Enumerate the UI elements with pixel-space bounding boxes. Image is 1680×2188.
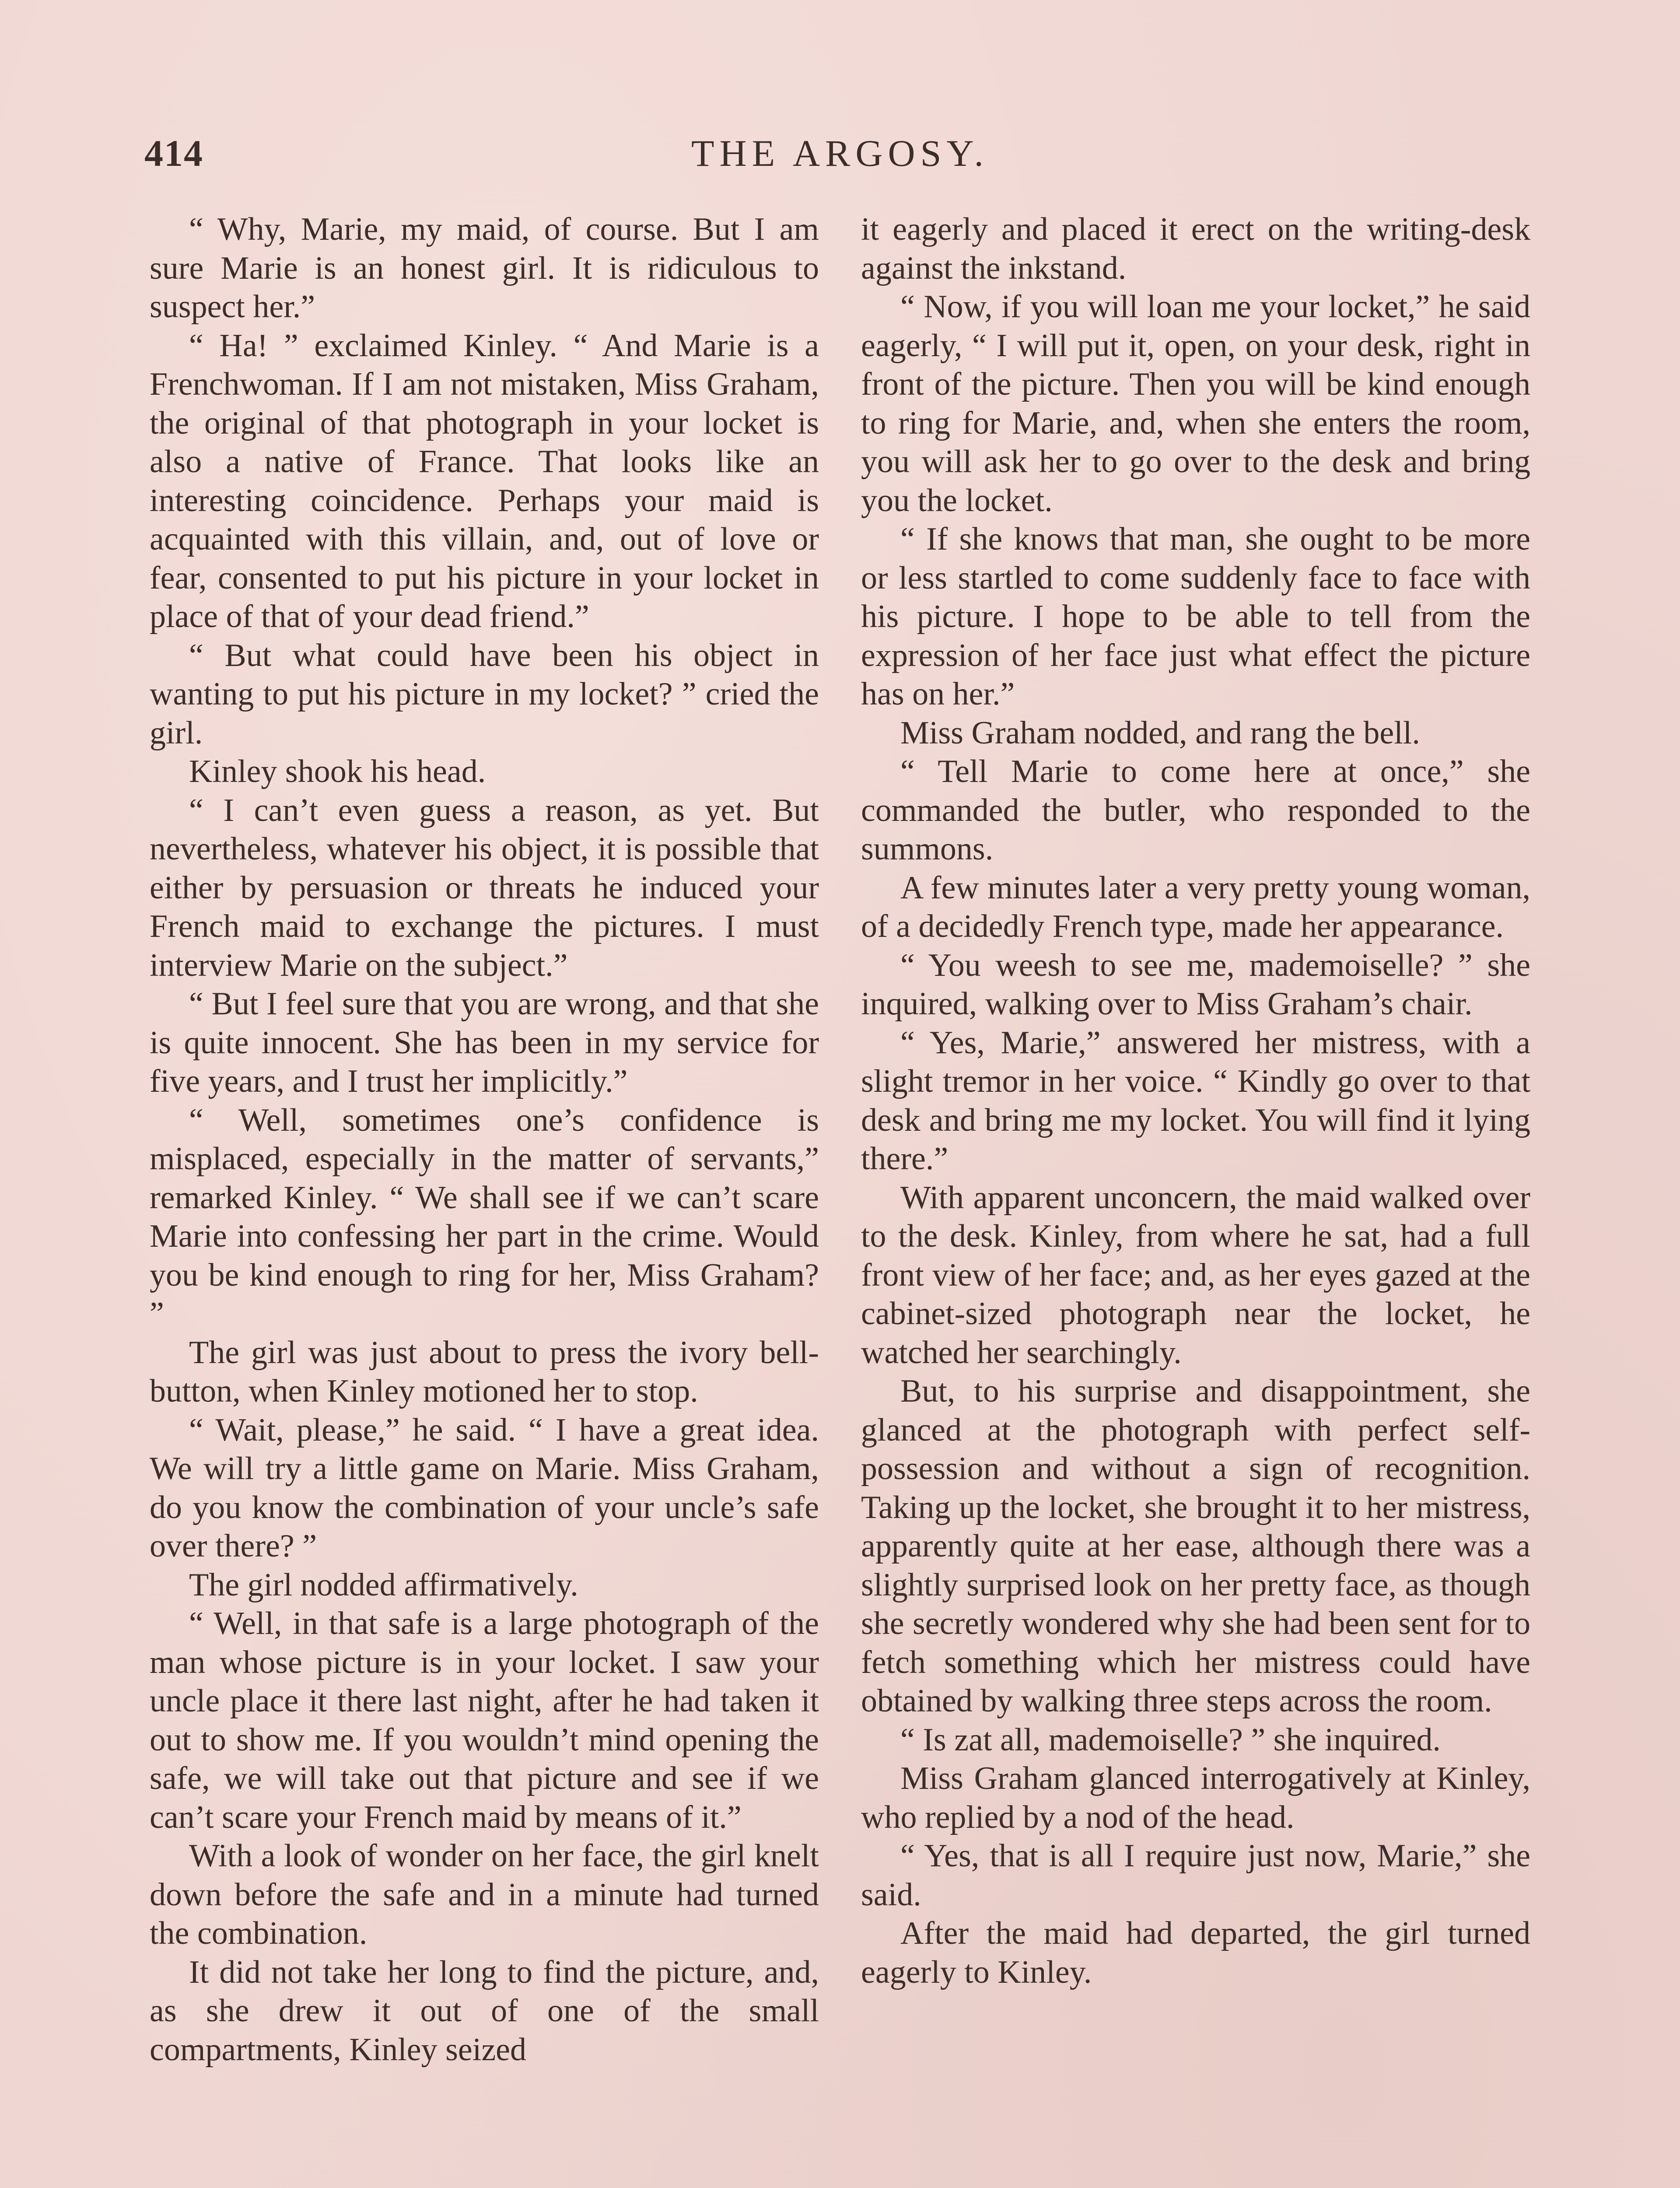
paragraph: “ You weesh to see me, mademoiselle? ” she inquired, walking over to Miss Graham’s chair. (861, 947, 1530, 1022)
paragraph: But, to his surprise and disappointment, she glanced at the photograph with perfect self-possession and without a sign of recognition. Taking up the locket, she brought it to her mistress, apparently quite at her ease, although there was a slightly surprised look on her pretty face, as though she secretly wondered why she had been sent for to fetch something which her mistress could have obtained by walking three steps across the room. (861, 1373, 1530, 1719)
paragraph: After the maid had departed, the girl turned eagerly to Kinley. (861, 1915, 1530, 1990)
paragraph: “ Tell Marie to come here at once,” she commanded the butler, who responded to the summons. (861, 754, 1530, 867)
paragraph: “ If she knows that man, she ought to be more or less startled to come suddenly face to face with his picture. I hope to be able to tell from the expression of her face just what effect the picture has on her.” (861, 521, 1530, 712)
left-column (150, 210, 819, 2069)
page-header (144, 131, 1536, 179)
paragraph: With apparent unconcern, the maid walked over to the desk. Kinley, from where he sat, had a full front view of her face; and, as her eyes gazed at the cabinet-sized photograph near the locket, he watched her searchingly. (861, 1179, 1530, 1371)
paragraph: “ Well, in that safe is a large photograph of the man whose picture is in your locket. I saw your uncle place it there last night, after he had taken it out to show me. If you wouldn’t mind opening the safe, we will take out that picture and see if we can’t scare your French maid by means of it.” (150, 1606, 819, 1835)
paragraph: “ I can’t even guess a reason, as yet. But nevertheless, whatever his object, it is possible that either by persuasion or threats he induced your French maid to exchange the pictures. I must interview Marie on the subject.” (150, 792, 819, 983)
paragraph: It did not take her long to find the picture, and, as she drew it out of one of the small compartments, Kinley seized (150, 1954, 819, 2068)
paragraph: The girl nodded affirmatively. (189, 1567, 578, 1603)
paragraph-continued: it eagerly and placed it erect on the writing-desk against the inkstand. (861, 211, 1530, 286)
paragraph: A few minutes later a very pretty young woman, of a decidedly French type, made her appearance. (861, 870, 1530, 944)
right-column (861, 210, 1530, 1992)
paragraph: “ Wait, please,” he said. “ I have a great idea. We will try a little game on Marie. Miss Graham, do you know the combination of your uncle’s safe over there? ” (150, 1412, 819, 1564)
paragraph: “ Yes, Marie,” answered her mistress, with a slight tremor in her voice. “ Kindly go over to that desk and bring me my locket. You will find it lying there.” (861, 1024, 1530, 1177)
paragraph: “ Yes, that is all I require just now, Marie,” she said. (861, 1838, 1530, 1913)
paragraph: “ Ha! ” exclaimed Kinley. “ And Marie is a Frenchwoman. If I am not mistaken, Miss Graham, the original of that photograph in your locket is also a native of France. That looks like an interesting coincidence. Perhaps your maid is acquainted with this villain, and, out of love or fear, consented to put his picture in your locket in place of that of your dead friend.” (150, 327, 819, 635)
paragraph: With a look of wonder on her face, the girl knelt down before the safe and in a minute had turned the combination. (150, 1838, 819, 1951)
paragraph: The girl was just about to press the ivory bell-button, when Kinley motioned her to stop. (150, 1334, 819, 1409)
paragraph: “ Is zat all, mademoiselle? ” she inquired. (900, 1722, 1441, 1758)
paragraph: Miss Graham nodded, and rang the bell. (900, 715, 1420, 751)
paragraph: “ Why, Marie, my maid, of course. But I am sure Marie is an honest girl. It is ridiculous to suspect her.” (150, 211, 819, 325)
running-head: THE ARGOSY. (691, 132, 989, 174)
paragraph: Kinley shook his head. (189, 754, 486, 789)
paragraph: “ But what could have been his object in wanting to put his picture in my locket? ” cried the girl. (150, 637, 819, 751)
paragraph: “ But I feel sure that you are wrong, and that she is quite innocent. She has been in my service for five years, and I trust her implicitly.” (150, 986, 819, 1099)
page-number: 414 (144, 132, 203, 174)
paragraph: “ Now, if you will loan me your locket,” he said eagerly, “ I will put it, open, on your desk, right in front of the picture. Then you will be kind enough to ring for Marie, and, when she enters the room, you will ask her to go over to the desk and bring you the locket. (861, 289, 1530, 519)
paragraph: Miss Graham glanced interrogatively at Kinley, who replied by a nod of the head. (861, 1760, 1530, 1835)
paragraph: “ Well, sometimes one’s confidence is misplaced, especially in the matter of servants,” remarked Kinley. “ We shall see if we can’t scare Marie into confessing her part in the crime. Would you be kind enough to ring for her, Miss Graham? ” (150, 1102, 819, 1332)
